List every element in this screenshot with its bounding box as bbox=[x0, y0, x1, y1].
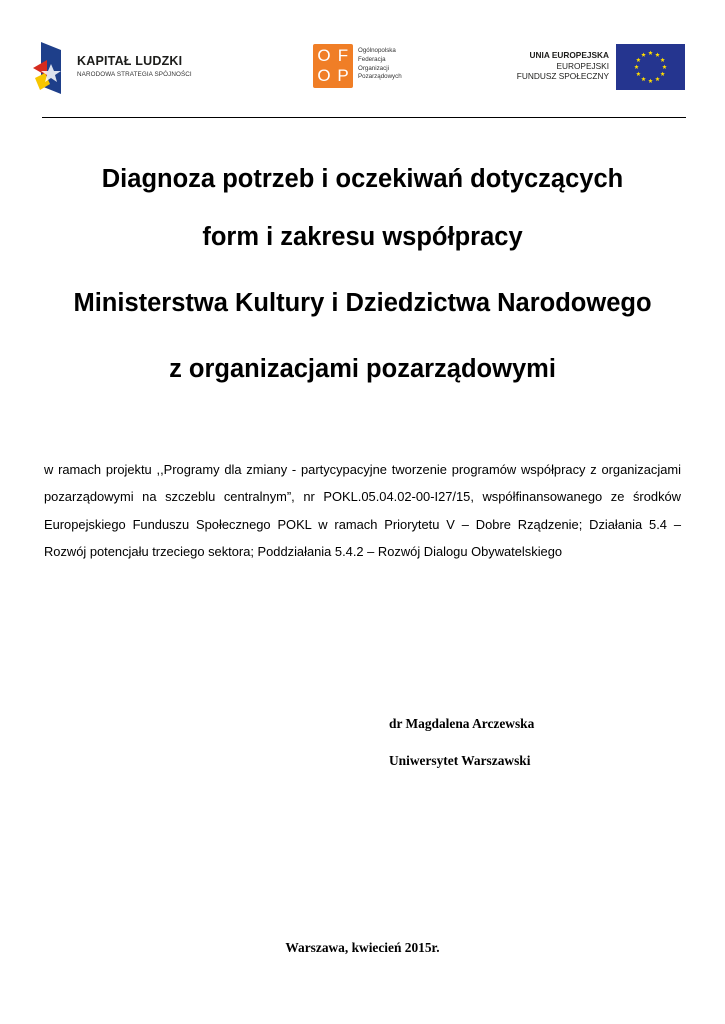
ofop-name-line: Organizacji bbox=[358, 64, 389, 72]
document-title-line: Diagnoza potrzeb i oczekiwań dotyczących bbox=[101, 165, 624, 193]
place-date: Warszawa, kwiecień 2015r. bbox=[285, 940, 440, 955]
ofop-emblem bbox=[313, 44, 353, 88]
eu-fund-line: EUROPEJSKI bbox=[556, 60, 609, 71]
kapital-ludzki-title: KAPITAŁ LUDZKI bbox=[77, 54, 183, 68]
ofop-letter: F bbox=[337, 46, 349, 65]
eu-fund-line: FUNDUSZ SPOŁECZNY bbox=[516, 71, 609, 81]
eu-flag-icon bbox=[616, 44, 685, 90]
ofop-name bbox=[358, 47, 428, 82]
ofop-name-line: Federacja bbox=[358, 55, 386, 63]
author-name: dr Magdalena Arczewska bbox=[389, 716, 535, 731]
ofop-name-line: Pozarządowych bbox=[358, 73, 402, 81]
ofop-letter: O bbox=[317, 66, 331, 85]
document-title-line: form i zakresu współpracy bbox=[202, 223, 523, 251]
document-title-line: z organizacjami pozarządowymi bbox=[169, 355, 556, 383]
eu-text bbox=[517, 50, 609, 82]
document-title-line: Ministerstwa Kultury i Dziedzictwa Narodowego bbox=[73, 289, 652, 317]
kapital-ludzki-emblem-icon bbox=[33, 40, 65, 96]
ofop-letter: O bbox=[317, 46, 331, 65]
kapital-ludzki-logo bbox=[33, 40, 213, 96]
project-description: w ramach projektu ,,Programy dla zmiany - partycypacyjne tworzenie programów współpracy z organizacjami pozarządowymi na szczeblu centralnym”, nr POKL.05.04.02-00-I27/15, współfinansowanego ze środków Europejskiego Funduszu Społecznego POKL w ramach Priorytetu V – Dobre Rządzenie; Działania 5.4 – Rozwój potencjału trzeciego sektora; Poddziałania 5.4.2 – Rozwój Dialogu Obywatelskiego bbox=[44, 462, 681, 559]
eu-logo bbox=[500, 43, 686, 91]
eu-title: UNIA EUROPEJSKA bbox=[529, 50, 609, 60]
ofop-letter: P bbox=[337, 66, 349, 85]
ofop-logo bbox=[313, 44, 423, 90]
header-divider bbox=[42, 117, 686, 118]
author-affiliation: Uniwersytet Warszawski bbox=[389, 753, 531, 768]
kapital-ludzki-subtitle: NARODOWA STRATEGIA SPÓJNOŚCI bbox=[77, 71, 192, 78]
ofop-name-line: Ogólnopolska bbox=[358, 47, 396, 54]
